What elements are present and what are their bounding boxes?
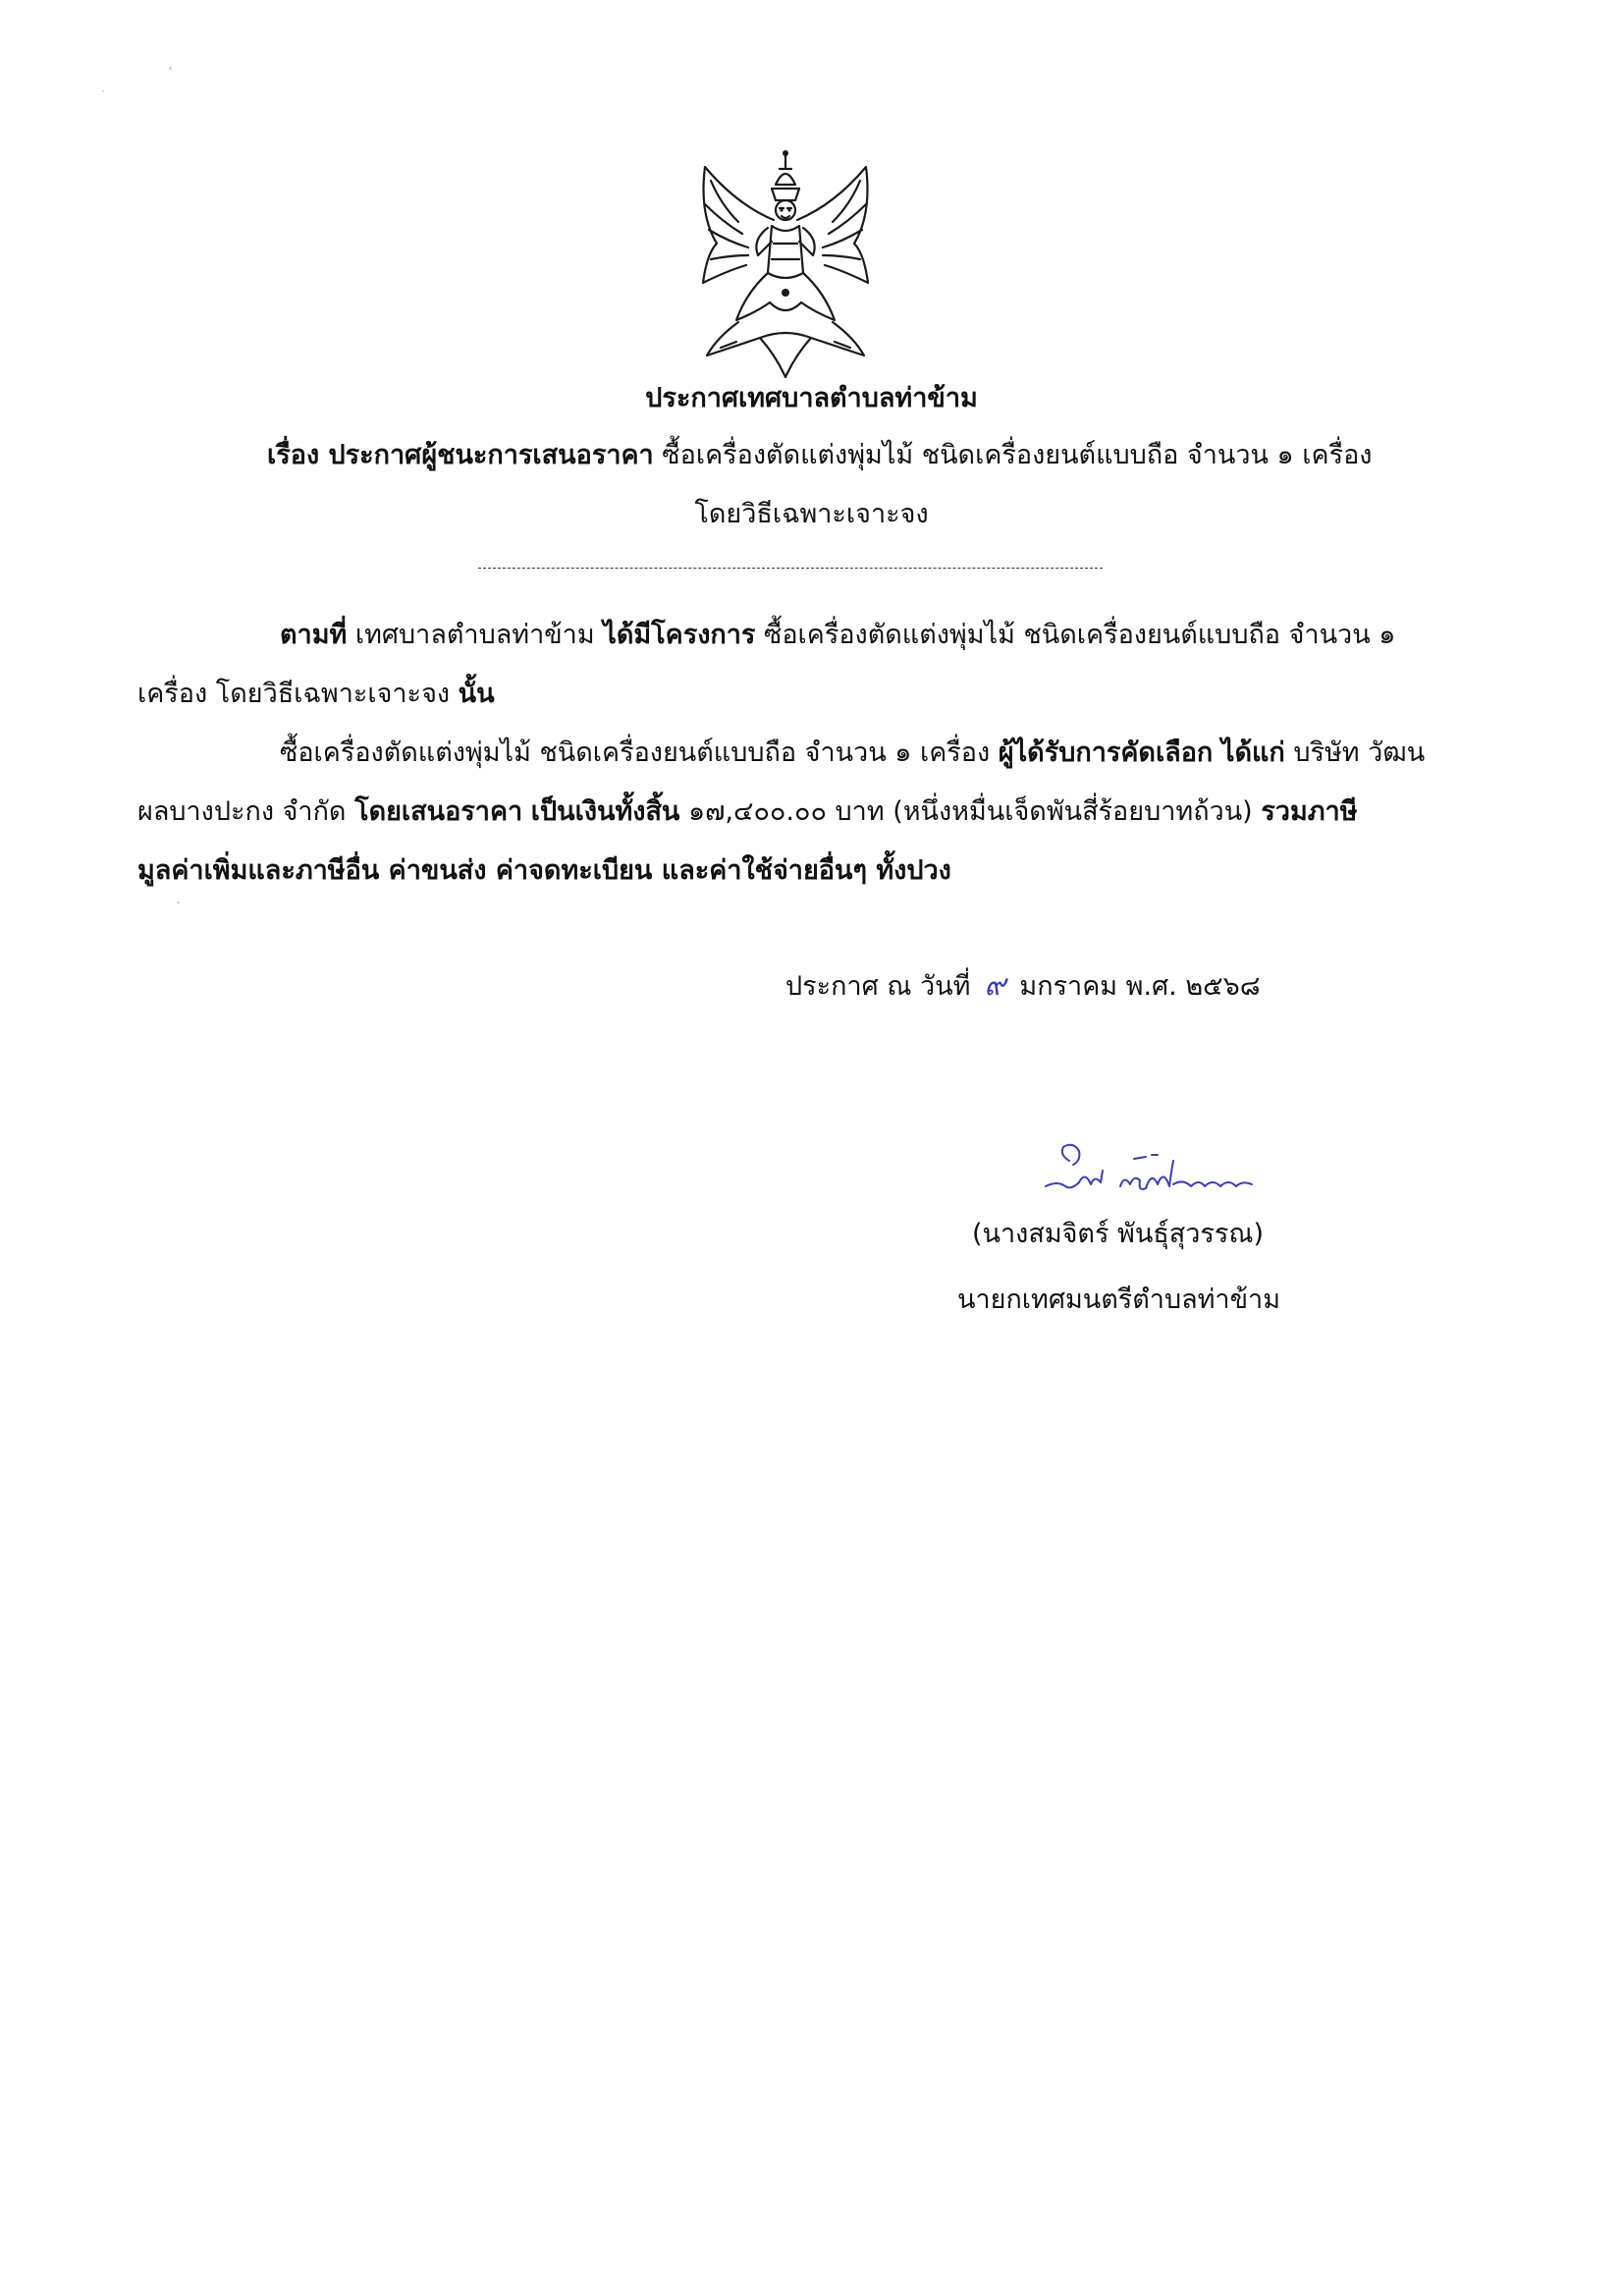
text: บริษัท วัฒน [1284, 738, 1426, 768]
text [1213, 738, 1221, 768]
subject-text: ซื้อเครื่องตัดแต่งพุ่มไม้ ชนิดเครื่องยนต์แบบถือ จำนวน ๑ เครื่อง [662, 440, 1373, 470]
text: ซื้อเครื่องตัดแต่งพุ่มไม้ ชนิดเครื่องยนต์แบบถือ จำนวน ๑ เครื่อง [280, 738, 999, 768]
garuda-emblem-icon [677, 145, 893, 381]
date-month-year: มกราคม พ.ศ. ๒๕๖๘ [1019, 971, 1261, 1002]
text: ๑๗,๔๐๐.๐๐ บาท (หนึ่งหมื่นเจ็ดพันสี่ร้อยบาทถ้วน) [679, 796, 1262, 827]
subject-label: เรื่อง ประกาศผู้ชนะการเสนอราคา [267, 440, 654, 470]
paragraph-1-line-2 [137, 676, 495, 713]
scan-speck [177, 902, 180, 903]
procurement-method [0, 496, 1623, 533]
scan-speck [169, 67, 172, 70]
signatory-position [957, 1282, 1280, 1319]
paragraph-2-line-2 [137, 793, 1358, 831]
handwritten-day: ๙ [984, 968, 1006, 1003]
text-bold: เป็นเงินทั้งสิ้น [530, 796, 680, 827]
text-bold: โดยเสนอราคา [354, 796, 523, 827]
text-bold: รวมภาษี [1261, 796, 1358, 827]
text-bold: ตามที่ [280, 620, 348, 650]
subject-line [267, 437, 1372, 474]
text: ซื้อเครื่องตัดแต่งพุ่มไม้ ชนิดเครื่องยนต์แบบถือ จำนวน ๑ [755, 620, 1396, 650]
scan-speck [102, 90, 104, 92]
signatory-name-text: (นางสมจิตร์ พันธุ์สุวรรณ) [972, 1219, 1265, 1249]
text: ผลบางปะกง จำกัด [137, 796, 355, 827]
signatory-position-text: นายกเทศมนตรีตำบลท่าข้าม [957, 1285, 1280, 1315]
paragraph-1-line-1 [280, 617, 1395, 654]
text-bold: นั้น [458, 679, 495, 709]
text-bold: มูลค่าเพิ่มและภาษีอื่น ค่าขนส่ง ค่าจดทะเบียน และค่าใช้จ่ายอื่นๆ ทั้งปวง [137, 855, 951, 886]
text-bold: ผู้ได้รับการคัดเลือก [998, 738, 1214, 768]
org-title: ประกาศเทศบาลตำบลท่าข้าม [645, 383, 978, 413]
page-title [0, 380, 1623, 417]
date-prefix: ประกาศ ณ วันที่ [785, 971, 971, 1002]
signatory-name [972, 1216, 1264, 1253]
handwritten-signature-icon [1036, 1131, 1271, 1210]
separator-line [478, 568, 1103, 569]
paragraph-2-line-3 [137, 852, 951, 890]
text: เครื่อง โดยวิธีเฉพาะเจาะจง [137, 679, 459, 709]
paragraph-2-line-1 [280, 735, 1425, 772]
text: เทศบาลตำบลท่าข้าม [347, 620, 604, 650]
text-bold: ได้มีโครงการ [603, 620, 756, 650]
method-text: โดยวิธีเฉพาะเจาะจง [694, 499, 929, 529]
text [522, 796, 531, 827]
text-bold: ได้แก่ [1220, 738, 1285, 768]
announcement-date [785, 967, 1261, 1006]
